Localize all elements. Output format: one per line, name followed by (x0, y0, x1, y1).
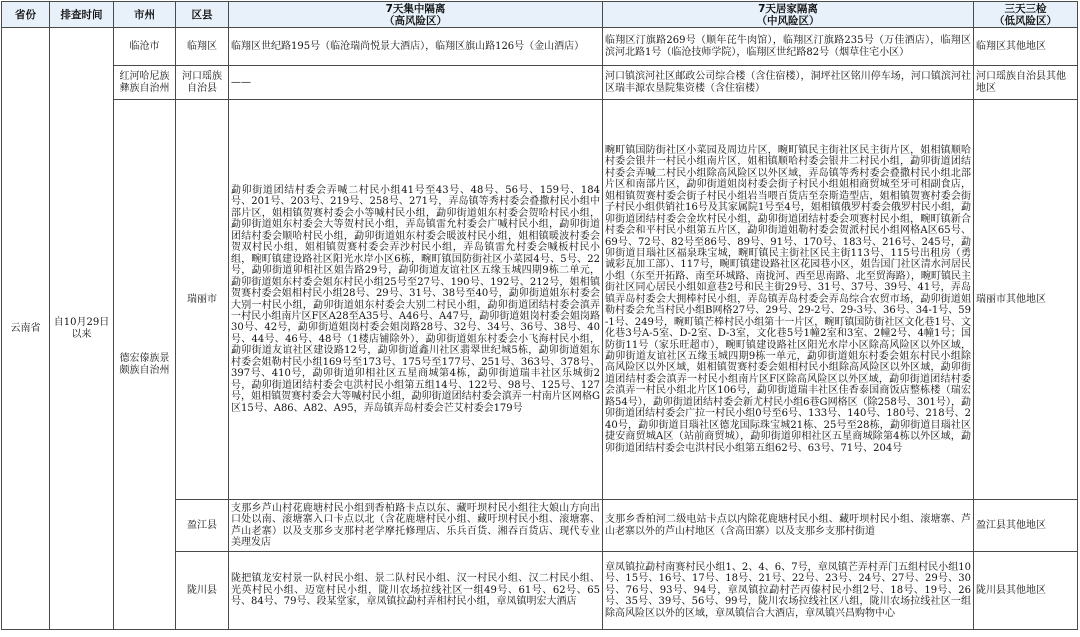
header-city: 市州 (114, 2, 176, 28)
header-low-risk (974, 2, 1078, 28)
county-cell: 盈江县 (176, 500, 229, 552)
header-low-title: 三天三检 (1004, 2, 1047, 15)
city-cell-honghe: 红河哈尼族彝族自治州 (114, 66, 176, 100)
high-risk-cell: 临翔区世纪路195号（临沧瑞尚悦景大酒店），临翔区旗山路126号（金山酒店） (229, 28, 603, 66)
high-risk-cell: 陇把镇龙安村景一队村民小组、景二队村民小组、汉一村民小组、汉二村民小组、光英村民小组、迈宽村民小组，陇川农场拉线社区一组49号、61号、62号、65号、84号、79号、段某堂家，章凤镇拉勐村弄相村民小组，章凤镇明宏大酒店 (229, 552, 603, 630)
low-risk-cell: 陇川县其他地区 (974, 552, 1078, 630)
header-mid-risk (603, 2, 974, 28)
header-mid-title: 7天居家隔离 (758, 2, 818, 15)
risk-area-table (1, 1, 1078, 630)
table-row (2, 100, 1078, 500)
header-high-title: 7天集中隔离 (385, 2, 446, 15)
county-cell: 瑞丽市 (176, 100, 229, 500)
city-cell-lincang: 临沧市 (114, 28, 176, 66)
high-risk-cell: 勐卯街道团结村委会弄喊二村民小组41号至43号、48号、56号、159号、184号、201号、203号、219号、258号、271号，弄岛镇等秀村委会叠撒村民小组中部片区，姐相镇贺赛村委会小等喊村民小组，勐卯街道姐东村委会贺哈村民小组，勐卯街道姐东村委会大等贺村民小组，弄岛镇雷允村委会广喊村民小组，勐卯街道团结村委会顺哈村民小组，勐卯街道姐东村委会暖波村民小组，姐相镇暖波村委会贺双村民小组，姐相镇贺赛村委会弄沙村民小组，弄岛镇雷允村委会喊板村民小组，畹町镇建设路社区阳光水岸小区6栋，畹町镇国防街社区小菜园4号、5号、22号，勐卯街道卯相社区姐告路29号，勐卯街道友谊社区五缘玉城四期9栋二单元，勐卯街道姐东村委会姐东村民小组25号至27号、190号、192号、212号，姐相镇贺赛村委会姐相村民小组28号、29号、31号、38号至40号，勐卯街道姐东村委会大别一村民小组，勐卯街道姐东村委会大别二村民小组，勐卯街道团结村委会滇弄一村民小组南片区F区A28至A35号、A46号、A47号，勐卯街道姐岗村委会姐岗路30号、42号，勐卯街道姐岗村委会姐岗路28号、32号、34号、36号、38号、40号、44号、46号、48号（1楼店铺除外），勐卯街道姐东村委会小飞海村民小组，勐卯街道友谊社区建设路12号，勐卯街道鑫川社区翡翠世纪城5栋，勐卯街道姐东村委会姐勒村民小组169号至173号、175号至177号、251号、363号、378号、397号、410号，勐卯街道卯相社区五星商城第4栋，勐卯街道瑞丰社区乐城街2号，勐卯街道团结村委会屯洪村民小组第五组14号、122号、98号、125号、127号，姐相镇贺赛村委会大等喊村民小组，勐卯街道团结村委会滇弄一村南片区网格G区15号、A86、A82、A95，弄岛镇弄岛村委会芒艾村委会179号 (229, 100, 603, 500)
province-cell: 云南省 (2, 28, 50, 630)
city-cell-dehong: 德宏傣族景颇族自治州 (114, 100, 176, 630)
mid-risk-cell: 畹町镇国防街社区小菜园及周边片区，畹町镇民主街社区民主街片区，姐相镇顺哈村委会银井一村民小组南片区，姐相镇顺哈村委会银井二村民小组，勐卯街道团结村委会弄喊二村民小组除高风险区以外区域，弄岛镇等秀村委会叠撒村民小组北部片区和南部片区，勐卯街道姐岗村委会街子村民小组姐相商贸城至牙可相副食店，姐相镇贺赛村委会街子村民小组岩当喂百货店至奈斯造型店，姐相镇贺赛村委会街子村民小组供销社16号及其家属院1号至4号，姐相镇俄罗村委会俄罗村民小组，勐卯街道团结村委会金坎村民小组，勐卯街道团结村委会项赛村民小组，畹町镇新合村委会和平村民小组第五片区，勐卯街道姐勒村委会贺派村民小组网格A区65号、69号、72号、82号至86号、89号、91号、170号、183号、216号、245号，勐卯街道目瑙社区福泉珠宝城，畹町镇民主街社区民主街113号、115号出租房（勇诚彩瓦加工部）、117号，畹町镇建设路社区花园巷小区，姐告国门社区清水河居民小组（东至开拓路、南至环城路、南拢河、西至思南路、北至贸海路），畹町镇民主街社区同心居民小组如意巷2号和民主街29号、31号、37号、39号、41号，弄岛镇弄岛村委会大拥棒村民小组，弄岛镇弄岛村委会弄岛综合农贸市场，勐卯街道姐勒村委会允当村民小组B网格27号、29号、29-2号、29-3号、36号、34-1号、59-1号、249号，畹町镇芒棒村民小组第十一片区，畹町镇国防街社区文化巷1号、文化巷3号A-5室、D-2室、D-3室，文化巷5号1幢2室和3室、2幢2号、4幢1号；国防街11号（家乐旺超市），畹町镇建设路社区阳光水岸小区除高风险区以外区域，勐卯街道友谊社区五缘玉城四期9栋一单元，勐卯街道姐东村委会姐东村民小组除高风险区以外区域，姐相镇贺赛村委会姐相村民小组除高风险区以外区域，勐卯街道团结村委会滇弄一村民小组南片区F区除高风险区以外区域，勐卯街道团结村委会滇弄一村民小组北片区106号，勐卯街道瑞丰社区佳香泰国商饭店整栋楼（瑞宏路54号），勐卯街道团结村委会新尤村民小组6巷G网格区（除258号、301号），勐卯街道团结村委会广拉一村民小组0号至6号、133号、140号、180号、218号、240号，勐卯街道目瑙社区德龙国际珠宝城21栋、25号至28栋，勐卯街道目瑙社区捷安商贸城A区（站前商贸城），勐卯街道卯相社区五星商城除第4栋以外区域，勐卯街道团结村委会屯洪村民小组第五组62号、63号、71号、204号 (603, 100, 974, 500)
header-low-sub: （低风险区） (994, 14, 1057, 27)
high-risk-cell: —— (229, 66, 603, 100)
high-risk-cell: 支那乡芦山村花鹿塘村民小组到香柏路卡点以东、藏吁坝村民小组往大娘山方向出口处以南、滚塘寨入口卡点以北（含花鹿塘村民小组、藏吁坝村民小组、滚塘寨、芦山老寨）以及支那乡支那村老学摩托修理店、乐兵百货、湘吞百货店、现代专业美理发店 (229, 500, 603, 552)
mid-risk-cell: 支那乡香柏河二级电站卡点以内除花鹿塘村民小组、藏吁坝村民小组、滚塘寨、芦山老寨以外的芦山村地区（含高田寨）以及支那乡支那村街道 (603, 500, 974, 552)
mid-risk-cell: 河口镇滨河社区邮政公司综合楼（含住宿楼），洞坪社区铭川停车场，河口镇滨河社区瑞丰源农垦院集资楼（含住宿楼） (603, 66, 974, 100)
low-risk-cell: 临翔区其他地区 (974, 28, 1078, 66)
header-province: 省份 (2, 2, 50, 28)
low-risk-cell: 河口瑶族自治县其他地区 (974, 66, 1078, 100)
county-cell: 临翔区 (176, 28, 229, 66)
mid-risk-cell: 章凤镇拉勐村南赛村民小组1、2、4、6、7号，章凤镇芒弄村弄门五组村民小组10号、15号、16号、17号、18号、21号、22号、23号、24号、27号、29号、30号、76号、93号、94号，章凤镇拉勐村芒丙傣村民小组2号、18号、19号、26号、35号、39号、56号、99号，陇川农场拉线社区八组，陇川农场拉线社区一组除高风险区以外的区域，章凤镇信合大酒店，章凤镇兴昌购物中心 (603, 552, 974, 630)
header-mid-sub: （中风险区） (756, 14, 820, 27)
mid-risk-cell: 临翔区汀旗路269号（顺年芘牛肉馆），临翔区汀旗路235号（万佳酒店），临翔区滨河北路1号（临沧技师学院），临翔区世纪路82号（烟草住宅小区） (603, 28, 974, 66)
low-risk-cell: 盈江县其他地区 (974, 500, 1078, 552)
header-time: 排查时间 (50, 2, 114, 28)
header-high-risk (229, 2, 603, 28)
table-header-row (2, 2, 1078, 28)
time-cell: 自10月29日以来 (50, 28, 114, 630)
low-risk-cell: 瑞丽市其他地区 (974, 100, 1078, 500)
header-high-sub: （高风险区） (384, 14, 447, 27)
county-cell: 河口瑶族自治县 (176, 66, 229, 100)
county-cell: 陇川县 (176, 552, 229, 630)
table-row (2, 28, 1078, 66)
header-county: 区县 (176, 2, 229, 28)
table-row (2, 66, 1078, 100)
